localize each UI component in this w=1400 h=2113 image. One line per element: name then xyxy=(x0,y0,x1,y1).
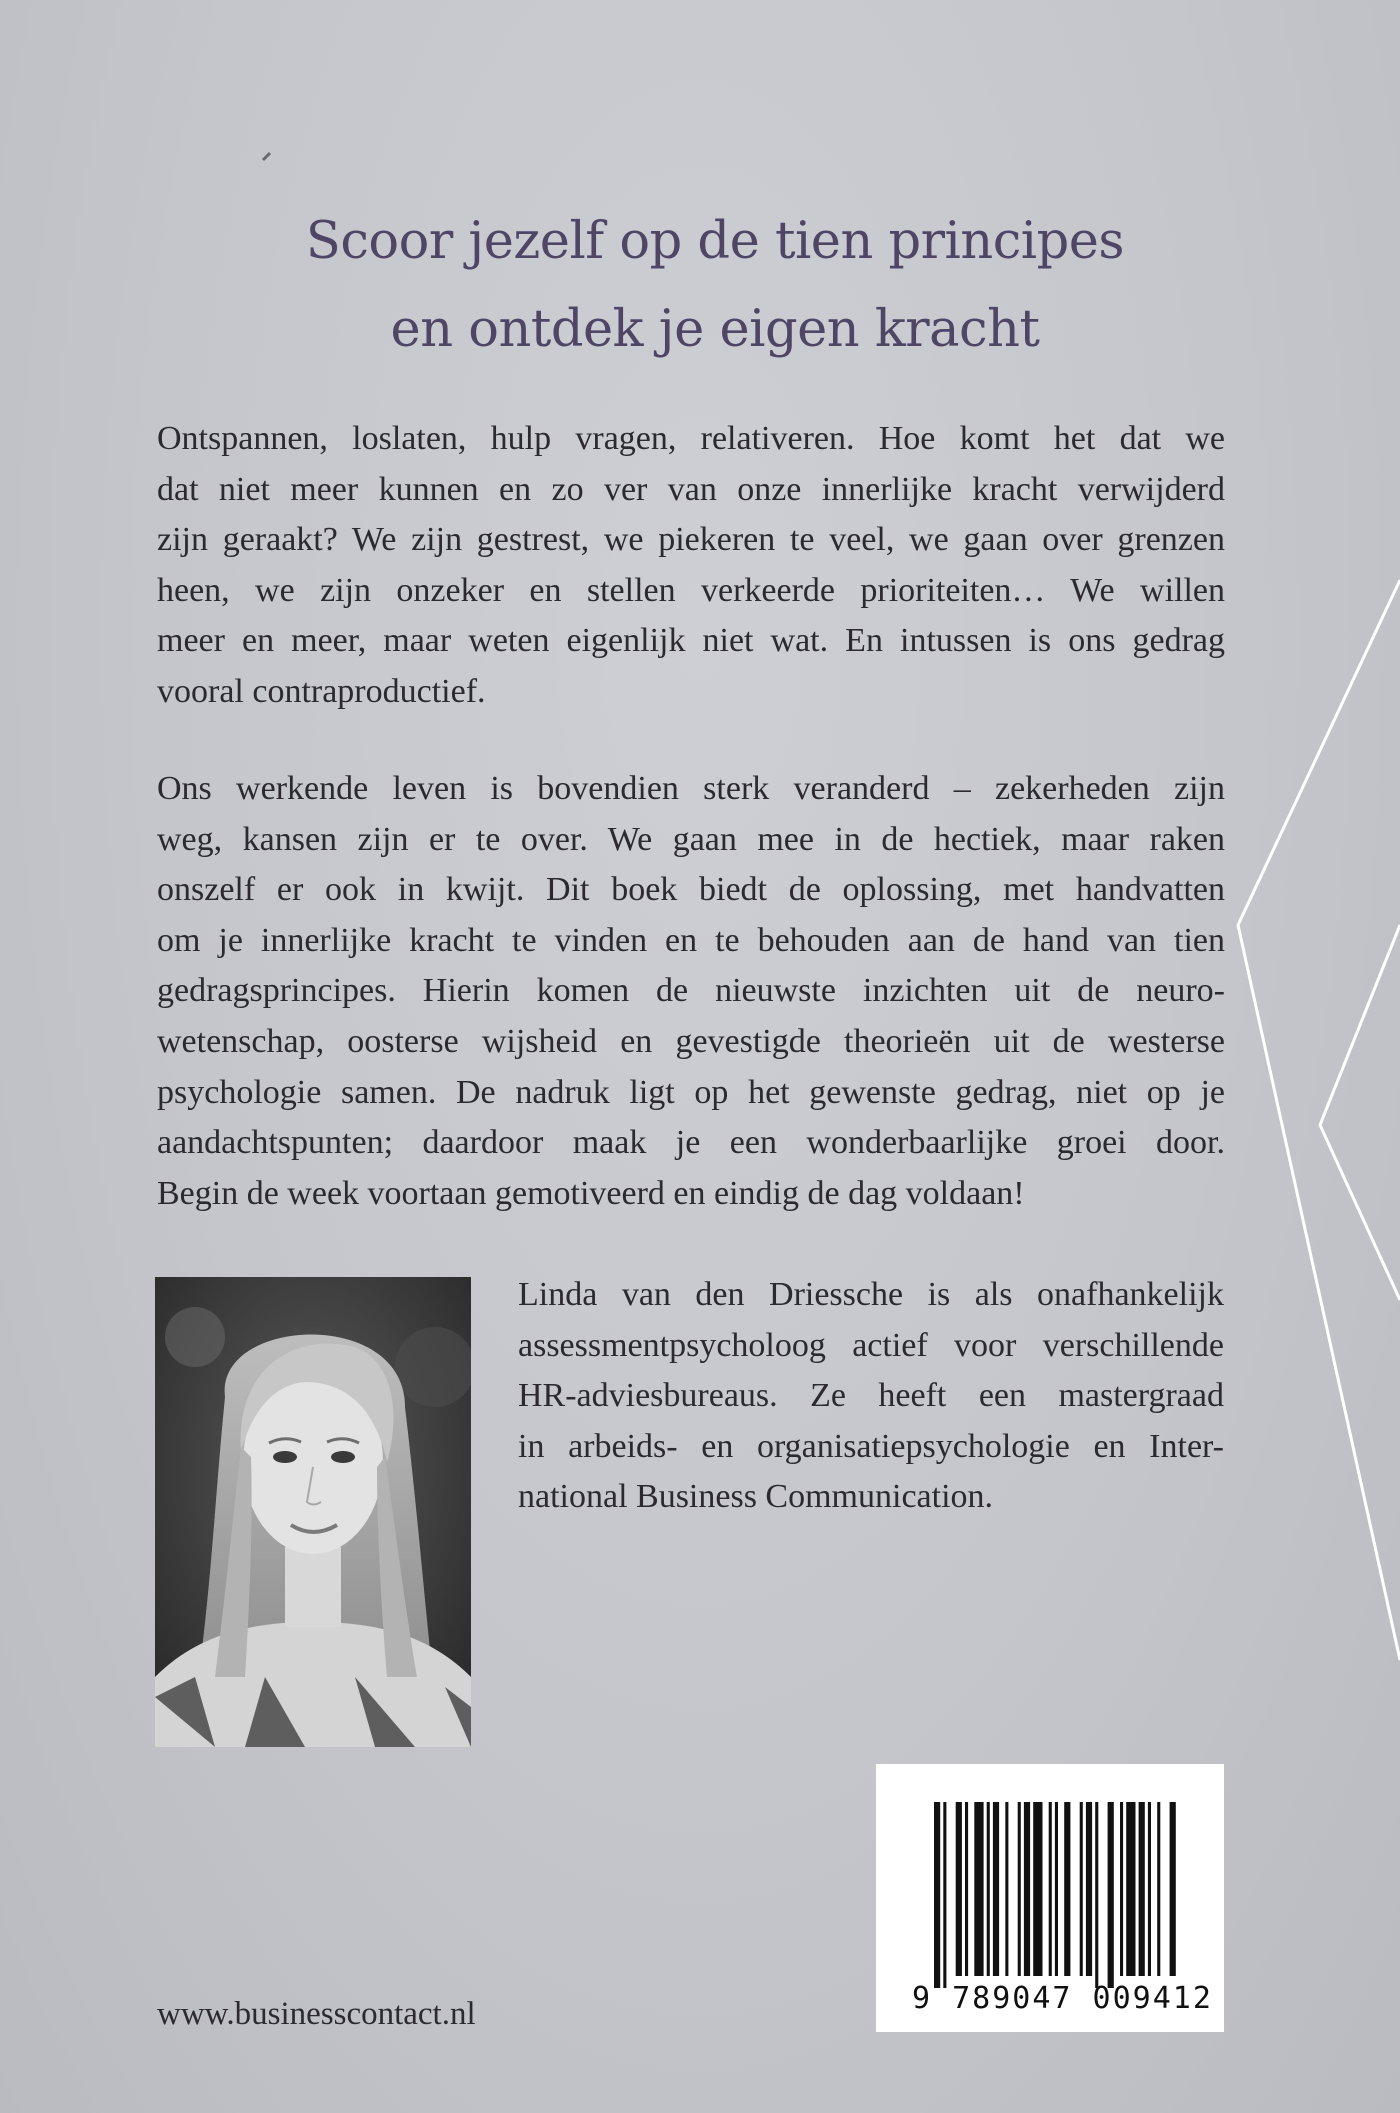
bio-line: HR-adviesbureaus. Ze heeft een mastergraad xyxy=(518,1377,1224,1415)
barcode-bar xyxy=(1095,1802,1098,1988)
barcode-bar xyxy=(1049,1802,1052,1976)
barcode-bar xyxy=(987,1802,990,1976)
paragraph-line: heen, we zijn onzeker en stellen verkeerde prioriteiten… We willen xyxy=(157,571,1225,609)
barcode-bar xyxy=(1055,1802,1058,1976)
paragraph-line: Ontspannen, loslaten, hulp vragen, relativeren. Hoe komt het dat we xyxy=(157,420,1225,457)
barcode-bar xyxy=(934,1802,940,1988)
paragraph-line: wetenschap, oosterse wijsheid en gevestigde theorieën uit de westerse xyxy=(157,1022,1225,1060)
paragraph-line: meer en meer, maar weten eigenlijk niet wat. En intussen is ons gedrag xyxy=(157,622,1225,660)
barcode-bar xyxy=(1120,1802,1123,1976)
blurb-paragraph-1 xyxy=(157,414,1225,718)
barcode-bar xyxy=(1108,1802,1114,1988)
author-photo xyxy=(155,1277,471,1747)
barcode-bar xyxy=(993,1802,999,1976)
paragraph-line: om je innerlijke kracht te vinden en te behouden aan de hand van tien xyxy=(157,921,1225,959)
barcode-bar xyxy=(965,1802,968,1976)
bio-line: Linda van den Driessche is als onafhankelijk xyxy=(518,1276,1224,1313)
paragraph-line: zijn geraakt? We zijn gestrest, we piekeren te veel, we gaan over grenzen xyxy=(157,521,1225,559)
bio-line: in arbeids- en organisatiepsychologie en Inter- xyxy=(518,1427,1224,1465)
headline-line-2: en ontdek je eigen kracht xyxy=(390,300,1040,359)
paragraph-line: vooral contraproductief. xyxy=(157,672,486,710)
barcode-bar xyxy=(956,1802,962,1976)
paragraph-line: Begin de week voortaan gemotiveerd en eindig de dag voldaan! xyxy=(157,1174,1025,1212)
barcode-bar xyxy=(1033,1802,1042,1976)
barcode-bar xyxy=(943,1802,946,1988)
barcode-bar xyxy=(1126,1802,1135,1976)
paragraph-line: weg, kansen zijn er te over. We gaan mee in de hectiek, maar raken xyxy=(157,820,1225,858)
barcode-bar xyxy=(1024,1802,1030,1976)
paragraph-line: aandachtspunten; daardoor maak je een wonderbaarlijke groei door. xyxy=(157,1124,1225,1162)
blurb-paragraph-2 xyxy=(157,764,1225,1219)
barcode-digits: 9 789047 009412 xyxy=(912,1981,1213,2016)
paragraph-line: Ons werkende leven is bovendien sterk veranderd – zekerheden zijn xyxy=(157,770,1225,807)
barcode-bar xyxy=(1139,1802,1145,1976)
barcode-bar xyxy=(1086,1802,1092,1976)
barcode-bar xyxy=(1157,1802,1160,1976)
publisher-website: www.businesscontact.nl xyxy=(157,1996,476,2032)
author-bio xyxy=(518,1270,1224,1523)
paragraph-line: dat niet meer kunnen en zo ver van onze innerlijke kracht verwijderd xyxy=(157,470,1225,508)
barcode-bar xyxy=(1170,1802,1176,1976)
barcode-bar xyxy=(1148,1802,1151,1976)
paragraph-line: gedragsprincipes. Hierin komen de nieuwste inzichten uit de neuro- xyxy=(157,972,1225,1010)
bio-line: assessmentpsycholoog actief voor verschillende xyxy=(518,1326,1224,1364)
isbn-barcode xyxy=(876,1764,1224,2032)
paragraph-line: psychologie samen. De nadruk ligt op het gewenste gedrag, niet op je xyxy=(157,1073,1225,1111)
paragraph-line: onszelf er ook in kwijt. Dit boek biedt de oplossing, met handvatten xyxy=(157,871,1225,909)
bio-line: national Business Communication. xyxy=(518,1478,994,1516)
barcode-bar xyxy=(1005,1802,1008,1976)
barcode-bar xyxy=(974,1802,983,1976)
barcode-bar xyxy=(1064,1802,1070,1976)
headline-line-1: Scoor jezelf op de tien principes xyxy=(305,212,1125,271)
back-cover-headline xyxy=(160,198,1270,374)
barcode-bar xyxy=(1080,1802,1083,1976)
barcode-bar xyxy=(1018,1802,1021,1976)
